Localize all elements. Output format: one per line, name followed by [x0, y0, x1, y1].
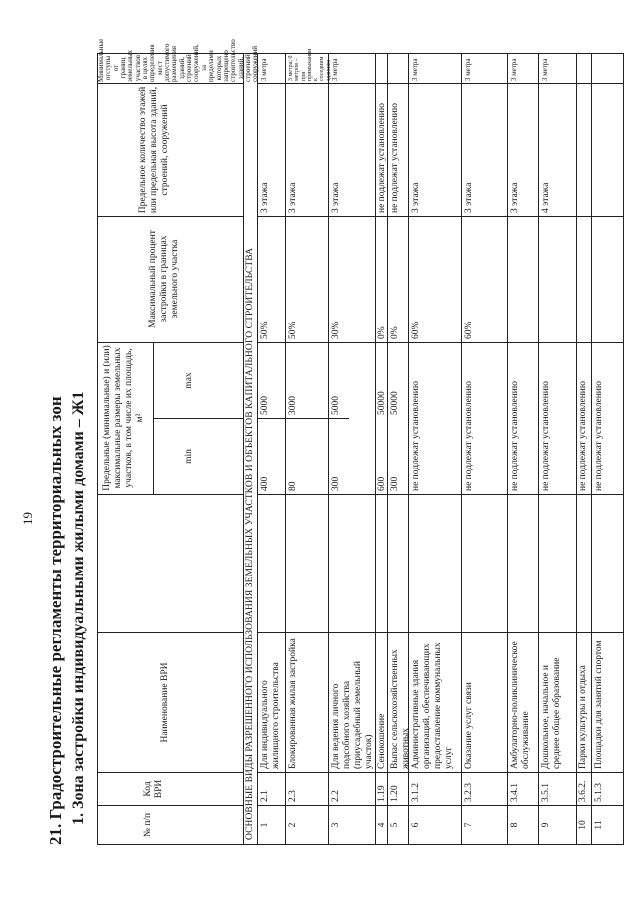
row-7-sizes: не подлежат установлению — [464, 381, 474, 491]
row-11-code: 5.1.3 — [594, 783, 604, 802]
row-10-sizes: не подлежат установлению — [578, 381, 588, 491]
row-5-floors-setback: не подлежат установлению — [390, 103, 400, 213]
row-6-code: 3.1.2 — [411, 783, 421, 802]
row-1-min: 400 — [260, 476, 270, 491]
row-1-name: Для индивидуального жилищного строительства — [260, 662, 281, 769]
row-7-percent: 60% — [464, 321, 474, 339]
row-9-name: Дошкольное, начальное и среднее общее образование — [541, 657, 562, 769]
row-1-num: 1 — [260, 822, 270, 828]
row-10-code: 3.6.2. — [578, 780, 588, 802]
row-5-code: 1.20 — [390, 785, 400, 802]
row-4-code: 1.19 — [377, 785, 387, 802]
row-1-code: 2.1 — [260, 790, 270, 802]
row-7-name: Оказание услуг связи — [464, 682, 474, 769]
row-5-min: 300 — [390, 476, 400, 491]
row-5-max: 50000 — [390, 391, 400, 415]
row-4-max: 50000 — [377, 391, 387, 415]
row-2-floors: 3 этажа — [288, 182, 298, 213]
row-3-num: 3 — [331, 822, 341, 828]
row-2-code: 2.3 — [288, 790, 298, 802]
row-2-name: Блокированная жилая застройка — [288, 638, 298, 769]
regulations-table — [97, 38, 624, 845]
row-9-num: 9 — [541, 822, 551, 828]
header-setback: Минимальные отступы от границ земельных участков в целях определения мест допустимого размещения зданий, строений, сооружений, за пределами которых запрещено строительство зданий, строений, сооружений — [97, 38, 260, 82]
row-6-sizes: не подлежат установлению — [411, 381, 421, 491]
row-4-name: Сенокошение — [377, 713, 387, 769]
row-2-percent: 50% — [288, 321, 298, 339]
header-sizes: Предельные (минимальные) и (или) максимальные размеры земельных участков, в том числе их площадь, м² — [102, 345, 145, 491]
row-3-min: 300 — [331, 476, 341, 491]
row-4-min: 600 — [377, 476, 387, 491]
page-number: 19 — [20, 512, 35, 525]
header-code: Код ВРИ — [143, 779, 164, 799]
row-7-num: 7 — [464, 822, 474, 828]
row-10-num: 10 — [578, 820, 588, 830]
row-1-max: 5000 — [260, 396, 270, 415]
row-9-sizes: не подлежат установлению — [541, 381, 551, 491]
row-3-percent: 30% — [331, 321, 341, 339]
row-3-max: 5000 — [331, 396, 341, 415]
row-6-name: Административные здания организаций, обеспечивающих предоставление коммунальных услуг — [411, 642, 454, 769]
row-9-code: 3.5.1 — [541, 783, 551, 802]
row-3-name: Для ведения личного подсобного хозяйства (приусадебный земельный участок) — [331, 660, 374, 769]
row-3-code: 2.2 — [331, 790, 341, 802]
row-5-num: 5 — [390, 822, 400, 828]
row-11-name: Площадки для занятий спортом — [594, 640, 604, 769]
row-5-percent: 0% — [390, 326, 400, 339]
row-8-name: Амбулаторно-поликлиническое обслуживание — [510, 641, 531, 769]
row-8-code: 3.4.1 — [510, 783, 520, 802]
row-8-setback: 3 метра — [510, 58, 518, 81]
row-3-setback: 3 метра — [331, 58, 339, 81]
header-max: max — [184, 372, 194, 389]
header-min: min — [184, 449, 194, 464]
document-title: 21. Градостроительные регламенты территориальных зон — [46, 396, 65, 845]
section-title: ОСНОВНЫЕ ВИДЫ РАЗРЕШЕННОГО ИСПОЛЬЗОВАНИЯ ЗЕМЕЛЬНЫХ УЧАСТКОВ И ОБЪЕКТОВ КАПИТАЛЬНОГО СТРОИТЕЛЬСТВА — [245, 247, 255, 840]
row-11-num: 11 — [594, 820, 604, 830]
row-6-floors: 3 этажа — [411, 182, 421, 213]
row-4-floors-setback: не подлежат установлению — [377, 103, 387, 213]
header-floors: Предельное количество этажей или предельная высота зданий, строений, сооружений — [138, 86, 170, 214]
row-2-setback: 3 метра; 0 метров – при примыкании к соседним зданиям — [288, 48, 332, 81]
row-1-setback: 3 метра — [260, 58, 268, 81]
zone-title: 1. Зона застройки индивидуальными жилыми домами – Ж1 — [70, 391, 87, 825]
row-3-floors: 3 этажа — [331, 182, 341, 213]
row-9-setback: 3 метра — [541, 58, 549, 81]
row-2-min: 80 — [288, 481, 298, 491]
row-8-num: 8 — [510, 822, 520, 828]
row-6-num: 6 — [411, 822, 421, 828]
row-1-percent: 50% — [260, 321, 270, 339]
row-9-floors: 4 этажа — [541, 182, 551, 213]
row-4-num: 4 — [377, 822, 387, 828]
row-7-setback: 3 метра — [464, 58, 472, 81]
row-2-max: 3000 — [288, 396, 298, 415]
row-8-floors: 3 этажа — [510, 182, 520, 213]
row-2-num: 2 — [288, 822, 298, 828]
header-name: Наименование ВРИ — [160, 662, 170, 743]
row-8-sizes: не подлежат установлению — [510, 381, 520, 491]
row-10-name: Парки культуры и отдыха — [578, 665, 588, 769]
row-7-code: 3.2.3 — [464, 783, 474, 802]
row-11-sizes: не подлежат установлению — [594, 381, 604, 491]
header-percent: Максимальный процент застройки в границах земельного участка — [148, 230, 180, 328]
row-1-floors: 3 этажа — [260, 182, 270, 213]
row-5-name: Выпас сельскохозяйственных животных — [390, 649, 411, 769]
row-6-setback: 3 метра — [411, 58, 419, 81]
header-num: № п/п — [143, 812, 153, 838]
row-4-percent: 0% — [377, 326, 387, 339]
row-6-percent: 60% — [411, 321, 421, 339]
row-7-floors: 3 этажа — [464, 182, 474, 213]
